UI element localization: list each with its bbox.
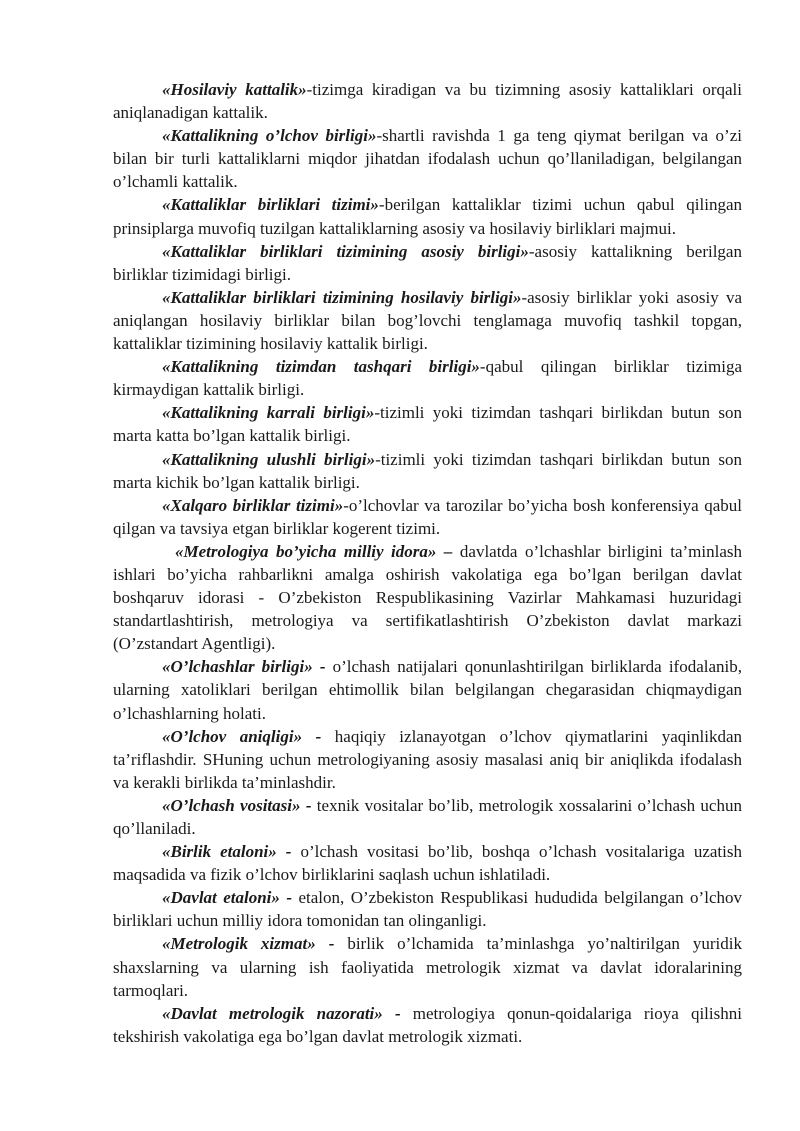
close-quote: » (512, 287, 522, 307)
term-heading (162, 195, 379, 214)
term-heading (162, 126, 376, 145)
glossary-entry (113, 840, 742, 886)
open-quote: « (175, 541, 184, 561)
glossary-entry (113, 240, 742, 286)
open-quote: « (162, 495, 171, 515)
close-quote: » (370, 195, 379, 215)
term-heading (162, 288, 521, 307)
term-text: Davlat metrologik nazorati (170, 1003, 375, 1023)
close-quote: » - (293, 726, 322, 746)
open-quote: « (162, 357, 171, 377)
close-quote: » - (271, 888, 293, 908)
definition-text: -shartli ravishda 1 ga teng qiymat berilgan va o’zi bilan bir turli kattaliklarni miqdor jihatdan ifodalash uchun qo’llaniladigan, belgilangan o’lchamli kattalik. (113, 126, 742, 192)
glossary-entry (113, 355, 742, 401)
close-quote: » - (307, 934, 335, 954)
open-quote: « (162, 126, 171, 146)
open-quote: « (162, 403, 171, 423)
glossary-entry (113, 725, 742, 794)
term-text: Kattaliklar birliklari tizimi (170, 195, 371, 215)
definition-text: -asosiy kattalikning berilgan birliklar tizimidagi birligi. (113, 241, 742, 284)
term-heading (175, 542, 452, 561)
glossary-list (113, 78, 742, 1048)
definition-text: -asosiy birliklar yoki asosiy va aniqlangan hosilaviy birliklar bilan bog’lovchi tenglamaga muvofiq tashkil topgan, kattaliklar tizimining hosilaviy kattalik birligi. (113, 287, 742, 354)
glossary-entry (113, 794, 742, 840)
term-heading (162, 657, 325, 676)
definition-text: haqiqiy izlanayotgan o’lchov qiymatlarini yaqinlikdan ta’riflashdir. SHuning uchun metrologiyaning asosiy masalasi aniq bir aniqlikda ifodalash va kerakli birlikda ta’minlashdir. (113, 726, 742, 792)
term-heading (162, 357, 480, 376)
close-quote: » (366, 449, 376, 469)
glossary-entry (113, 401, 742, 447)
term-text: O’lchov aniqligi (170, 726, 294, 746)
glossary-entry (113, 886, 742, 932)
term-text: Xalqaro birliklar tizimi (170, 495, 335, 515)
definition-text: -qabul qilingan birliklar tizimiga kirmaydigan kattalik birligi. (113, 357, 742, 400)
close-quote: » - (304, 657, 326, 677)
close-quote: » - (374, 1003, 401, 1023)
definition-text: -berilgan kattaliklar tizimi uchun qabul qilingan prinsiplarga muvofiq tuzilgan kattaliklarning asosiy va hosilaviy birliklari majmui. (113, 195, 742, 238)
open-quote: « (162, 449, 171, 469)
definition-text: o’lchash vositasi bo’lib, boshqa o’lchash vositalariga uzatish maqsadida va fizik o’lchov birliklarini saqlash uchun ishlatiladi. (113, 842, 742, 885)
term-text: Kattalikning tizimdan tashqari birligi (170, 357, 472, 377)
term-heading (162, 450, 375, 469)
term-heading (162, 1004, 401, 1023)
close-quote: » (520, 241, 529, 261)
glossary-entry (113, 1002, 742, 1048)
open-quote: « (162, 795, 171, 815)
definition-text: metrologiya qonun-qoidalariga rioya qilishni tekshirish vakolatiga ega bo’lgan davlat metrologik xizmati. (113, 1003, 742, 1046)
term-text: Davlat etaloni (170, 888, 272, 908)
close-quote: » - (292, 795, 312, 815)
open-quote: « (162, 657, 171, 677)
close-quote: » – (427, 541, 453, 561)
close-quote: » (471, 357, 480, 377)
term-text: Metrologiya bo’yicha milliy idora (183, 541, 428, 561)
glossary-entry (113, 78, 742, 124)
term-heading (162, 242, 529, 261)
close-quote: » - (268, 842, 292, 862)
glossary-entry (113, 193, 742, 239)
close-quote: » (367, 126, 377, 146)
open-quote: « (162, 934, 171, 954)
glossary-entry (113, 540, 742, 655)
term-text: Metrologik xizmat (170, 934, 308, 954)
term-heading (162, 934, 334, 953)
term-heading (162, 842, 291, 861)
term-text: O’lchash vositasi (170, 795, 292, 815)
term-heading (162, 796, 311, 815)
definition-text: etalon, O’zbekiston Respublikasi hududida belgilangan o’lchov birliklari uchun milliy idora tomonidan tan olinganligi. (113, 888, 742, 931)
term-heading (162, 403, 374, 422)
glossary-entry (113, 286, 742, 355)
term-text: Hosilaviy kattalik (170, 80, 299, 99)
term-heading (162, 727, 321, 746)
glossary-entry (113, 494, 742, 540)
close-quote: » (365, 403, 375, 423)
definition-text: texnik vositalar bo’lib, metrologik xossalarini o’lchash uchun qo’llaniladi. (113, 795, 742, 838)
glossary-entry (113, 932, 742, 1001)
open-quote: « (162, 1003, 171, 1023)
term-text: Birlik etaloni (170, 842, 269, 862)
open-quote: « (162, 80, 171, 99)
term-text: Kattalikning o’lchov birligi (170, 126, 368, 146)
definition-text: birlik o’lchamida ta’minlashga yo’naltirilgan yuridik shaxslarning va ularning ish faoliyatida metrologik xizmat va davlat idoralarining tarmoqlari. (113, 934, 742, 1000)
definition-text: -tizimli yoki tizimdan tashqari birlikdan butun son marta katta bo’lgan kattalik birligi. (113, 403, 742, 446)
glossary-entry (113, 655, 742, 724)
definition-text: -tizimga kiradigan va bu tizimning asosiy kattaliklari orqali aniqlanadigan kattalik. (113, 80, 742, 123)
open-quote: « (162, 241, 171, 261)
term-text: Kattalikning ulushli birligi (170, 449, 367, 469)
open-quote: « (162, 888, 171, 908)
term-text: Kattaliklar birliklari tizimining hosilaviy birligi (170, 287, 513, 307)
term-text: Kattalikning karrali birligi (170, 403, 366, 423)
open-quote: « (162, 726, 171, 746)
glossary-entry (113, 124, 742, 193)
term-heading (162, 80, 307, 99)
glossary-entry (113, 448, 742, 494)
definition-text: -o’lchovlar va tarozilar bo’yicha bosh konferensiya qabul qilgan va tavsiya etgan birliklar kogerent tizimi. (113, 495, 742, 538)
term-heading (162, 888, 292, 907)
definition-text: o’lchash natijalari qonunlashtirilgan birliklarda ifodalanib, ularning xatoliklari berilgan ehtimollik bilan belgilangan chegarasidan chiqmaydigan o’lchashlarning holati. (113, 657, 742, 723)
close-quote: » (334, 495, 344, 515)
term-heading (162, 496, 343, 515)
definition-text: -tizimli yoki tizimdan tashqari birlikdan butun son marta kichik bo’lgan kattalik birligi. (113, 449, 742, 492)
term-text: Kattaliklar birliklari tizimining asosiy birligi (170, 241, 521, 261)
close-quote: » (298, 80, 307, 99)
definition-text: davlatda o’lchashlar birligini ta’minlash ishlari bo’yicha rahbarlikni amalga oshirish vakolatiga ega bo’lgan berilgan davlat boshqaruv idorasi - O’zbekiston Respublikasining Vazirlar Mahkamasi huzuridagi standartlashtirish, metrologiya va sertifikatlashtirish O’zbekiston davlat markazi (O’zstandart Agentligi). (113, 541, 743, 654)
open-quote: « (162, 287, 171, 307)
open-quote: « (162, 842, 171, 862)
term-text: O’lchashlar birligi (170, 657, 305, 677)
open-quote: « (162, 195, 171, 215)
